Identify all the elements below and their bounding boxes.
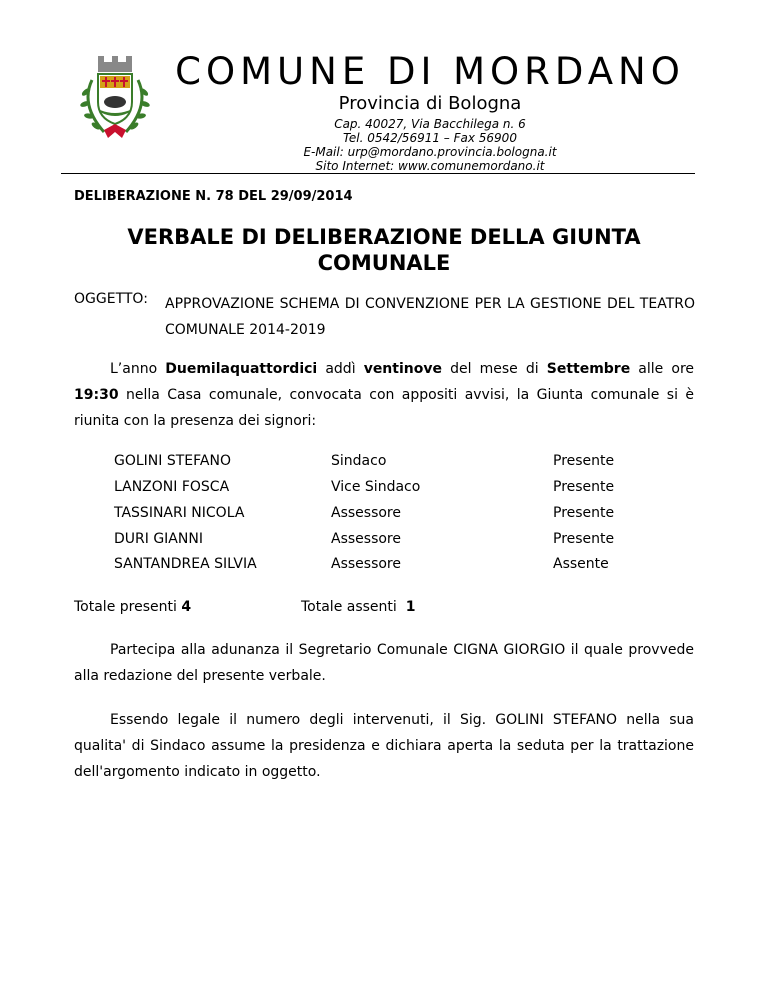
phone-line: Tel. 0542/56911 – Fax 56900: [343, 131, 517, 145]
address-line: Cap. 40027, Via Bacchilega n. 6: [334, 117, 526, 131]
time-text: 19:30: [74, 387, 119, 403]
intro-text: alle ore: [630, 361, 695, 377]
header-divider: [61, 173, 695, 174]
member-name: SANTANDREA SILVIA: [114, 556, 257, 572]
total-present: [74, 599, 191, 615]
oggetto-label: OGGETTO:: [74, 291, 148, 307]
total-absent-value: 1: [405, 599, 416, 615]
day-text: ventinove: [363, 361, 442, 377]
partecipa-paragraph: Partecipa alla adunanza il Segretario Comunale CIGNA GIORGIO il quale provvede alla redazione del presente verbale.: [74, 642, 694, 684]
member-status: Presente: [553, 505, 615, 521]
intro-text: nella Casa comunale, convocata con appositi avvisi, la Giunta comunale si è riunita con la presenza dei signori:: [74, 387, 694, 429]
member-role: Assessore: [331, 556, 401, 572]
member-status: Presente: [553, 453, 615, 469]
total-present-value: 4: [181, 599, 192, 615]
month-text: Settembre: [546, 361, 631, 377]
intro-text: L’anno: [110, 361, 166, 377]
intro-text: addì: [317, 361, 364, 377]
year-text: Duemilaquattordici: [165, 361, 318, 377]
member-name: DURI GIANNI: [114, 531, 203, 547]
total-absent: [301, 599, 415, 615]
member-role: Vice Sindaco: [331, 479, 421, 495]
total-absent-label: Totale assenti: [301, 599, 406, 615]
member-name: GOLINI STEFANO: [114, 453, 231, 469]
total-present-label: Totale presenti: [74, 599, 182, 615]
member-name: LANZONI FOSCA: [114, 479, 230, 495]
essendo-paragraph: Essendo legale il numero degli intervenuti, il Sig. GOLINI STEFANO nella sua qualita' di Sindaco assume la presidenza e dichiara aperta la seduta per la trattazione dell'argomento indicato in oggetto.: [74, 712, 694, 780]
oggetto-text: APPROVAZIONE SCHEMA DI CONVENZIONE PER LA GESTIONE DEL TEATRO COMUNALE 2014-2019: [165, 296, 695, 338]
email-line: E-Mail: urp@mordano.provincia.bologna.it: [303, 145, 557, 159]
intro-text: del mese di: [441, 361, 547, 377]
comune-title: COMUNE DI MORDANO: [175, 50, 685, 93]
member-role: Assessore: [331, 505, 401, 521]
deliberation-number: DELIBERAZIONE N. 78 DEL 29/09/2014: [74, 189, 353, 204]
website-line: Sito Internet: www.comunemordano.it: [315, 159, 545, 173]
province-name: Provincia di Bologna: [338, 93, 522, 114]
member-role: Sindaco: [331, 453, 387, 469]
member-status: Assente: [553, 556, 609, 572]
document-title: VERBALE DI DELIBERAZIONE DELLA GIUNTA COMUNALE: [127, 225, 641, 275]
member-role: Assessore: [331, 531, 401, 547]
intro-paragraph: [74, 356, 694, 434]
member-status: Presente: [553, 479, 615, 495]
member-name: TASSINARI NICOLA: [114, 505, 245, 521]
member-status: Presente: [553, 531, 615, 547]
